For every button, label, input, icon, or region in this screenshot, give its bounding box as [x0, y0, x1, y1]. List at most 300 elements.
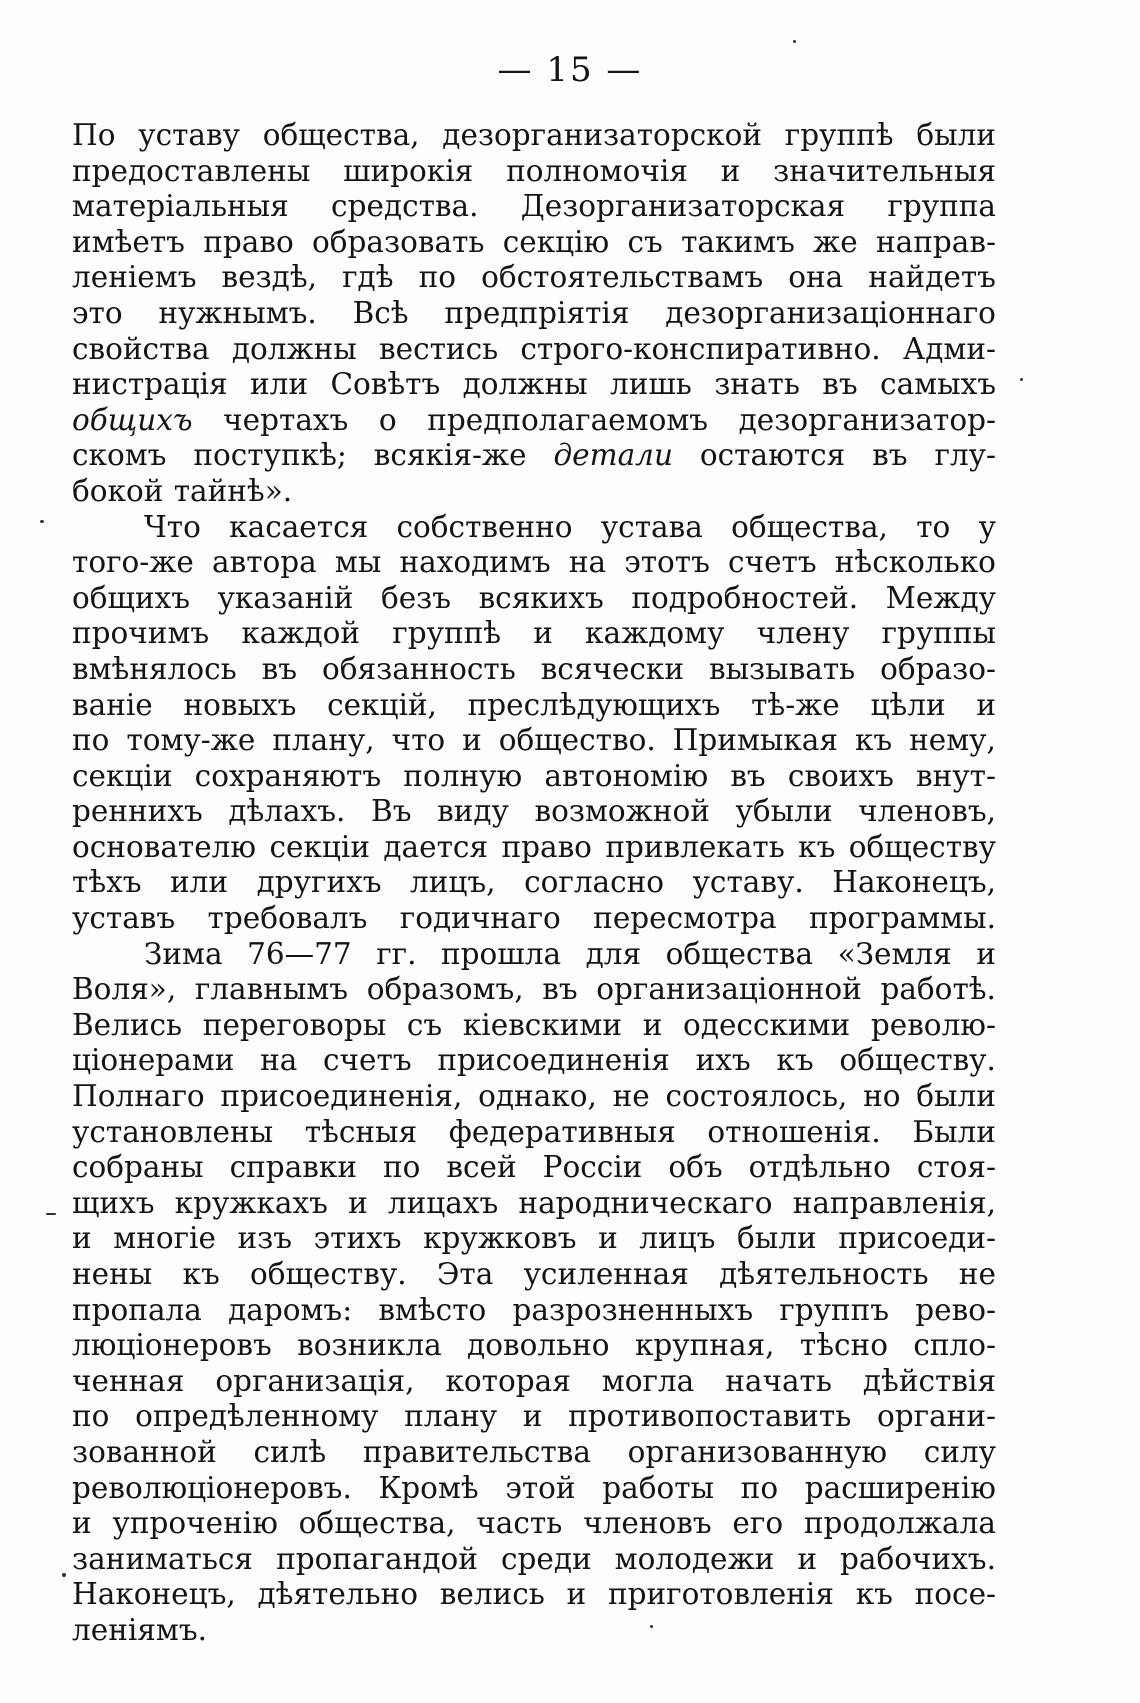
- word: зованной: [72, 1434, 217, 1469]
- word: револю-: [870, 1007, 996, 1042]
- word: Эта: [436, 1257, 494, 1291]
- word: однако,: [478, 1079, 597, 1114]
- word: многіе: [113, 1221, 216, 1256]
- word: кружкахъ: [174, 1185, 328, 1220]
- word: объ: [668, 1150, 723, 1185]
- text-line: [72, 865, 996, 901]
- word: переговоры: [202, 1007, 387, 1042]
- italic-word: [553, 438, 673, 474]
- word: тѣ-же: [751, 687, 840, 722]
- text-line: [72, 688, 996, 724]
- word: основателю: [72, 829, 257, 864]
- word: вмѣнялось: [72, 651, 237, 686]
- word: органи-: [876, 1399, 996, 1434]
- word: возможной: [534, 794, 710, 829]
- word: секцію: [502, 224, 610, 259]
- word: силѣ: [253, 1434, 327, 1469]
- text-line: [72, 332, 996, 368]
- word: Были: [912, 1114, 996, 1149]
- text-line: [72, 1257, 996, 1293]
- word: и: [72, 1221, 92, 1256]
- italic-text: общихъ: [72, 402, 193, 437]
- word: не: [958, 1257, 996, 1291]
- word: справки: [229, 1150, 357, 1185]
- word: этой: [505, 1470, 576, 1505]
- word: она: [788, 260, 844, 295]
- text-line: [72, 1328, 996, 1364]
- word: всей: [446, 1150, 517, 1185]
- word: установлены: [72, 1114, 274, 1149]
- text-line: [72, 1043, 996, 1079]
- word: внут-: [916, 758, 996, 793]
- word: и: [566, 1577, 587, 1612]
- italic-word: [72, 403, 193, 439]
- word: правительства: [362, 1434, 591, 1469]
- word: ваніе: [72, 687, 153, 722]
- word: у: [978, 509, 996, 544]
- word: найдетъ: [868, 260, 996, 295]
- word: гг.: [376, 936, 417, 971]
- word: плану: [404, 1399, 498, 1434]
- word: 76—77: [247, 936, 352, 971]
- word: согласно: [524, 865, 665, 900]
- word: Велись: [72, 1007, 183, 1042]
- word: по: [418, 260, 457, 295]
- word: велись: [439, 1577, 545, 1612]
- word: предоставлены: [72, 153, 311, 188]
- word: лицъ,: [410, 865, 496, 900]
- text-line: [72, 118, 996, 154]
- word: и: [976, 687, 996, 722]
- text-line: [72, 189, 996, 225]
- word: работы: [602, 1470, 715, 1505]
- text-line: [72, 474, 996, 510]
- word: приготовленія: [607, 1577, 834, 1612]
- word: годичнаго: [399, 901, 561, 936]
- margin-speck: [793, 40, 796, 43]
- word: дѣятельность: [719, 1257, 929, 1291]
- word: Наконецъ,: [72, 1577, 236, 1612]
- text-line: [72, 367, 996, 403]
- word: подробностей.: [631, 580, 859, 615]
- word: и: [72, 1506, 92, 1541]
- text-line: [72, 1186, 996, 1222]
- word: въ: [822, 367, 858, 402]
- word: къ: [798, 829, 836, 864]
- word: предпріятія: [444, 295, 630, 330]
- text-line: [72, 1293, 996, 1329]
- word: чертахъ: [223, 402, 349, 437]
- word: убыли: [735, 794, 833, 829]
- word: собственно: [396, 509, 573, 544]
- word: революціонеровъ.: [72, 1470, 352, 1505]
- word: дѣлахъ.: [228, 794, 346, 829]
- word: тѣсныя: [304, 1114, 418, 1149]
- word: пересмотра: [593, 901, 777, 936]
- word: въ: [730, 758, 766, 793]
- word: съ: [627, 224, 663, 259]
- word: состоялось,: [665, 1079, 848, 1114]
- word: общества,: [262, 118, 420, 152]
- word: группѣ: [784, 118, 894, 152]
- word: то: [916, 509, 951, 544]
- text-line: [72, 1542, 996, 1578]
- word: вмѣсто: [378, 1292, 487, 1327]
- word: стоя-: [916, 1150, 996, 1185]
- body-text: [72, 118, 996, 1649]
- text-line: [72, 972, 996, 1008]
- word: дезорганизаціоннаго: [665, 295, 996, 330]
- word: ціонерами: [72, 1043, 235, 1078]
- word: для: [585, 936, 642, 971]
- word: силу: [923, 1434, 996, 1469]
- word: и: [522, 1399, 543, 1434]
- text-line: [72, 1577, 996, 1613]
- word: обществу.: [839, 1043, 996, 1078]
- word: цѣли: [870, 687, 946, 722]
- word: члену: [756, 616, 850, 651]
- word: общихъ: [72, 580, 191, 615]
- text-line: [72, 403, 996, 439]
- word: и: [462, 723, 482, 758]
- word: средства.: [331, 189, 479, 224]
- word: къ: [855, 1577, 893, 1612]
- word: или: [250, 367, 309, 402]
- word: это: [72, 295, 123, 330]
- word: полную: [403, 758, 523, 793]
- word: дезорганизатор-: [738, 402, 996, 437]
- italic-text: детали: [553, 438, 673, 473]
- text-line: [72, 1008, 996, 1044]
- word: нистрація: [72, 367, 228, 402]
- word: требовалъ: [207, 901, 368, 936]
- word: Совѣтъ: [330, 367, 441, 402]
- word: отношенія.: [707, 1114, 881, 1149]
- word: нему,: [909, 723, 996, 758]
- word: предполагаемомъ: [427, 402, 709, 437]
- word: автора: [212, 545, 317, 580]
- word: организованную: [627, 1434, 888, 1469]
- word: Россіи: [542, 1150, 643, 1185]
- word: сохраняютъ: [194, 758, 382, 793]
- word: тайнѣ».: [173, 473, 293, 508]
- word: плану,: [272, 723, 375, 758]
- word: пропагандой: [276, 1541, 478, 1576]
- word: бокой: [72, 473, 164, 508]
- word: и: [642, 1007, 663, 1042]
- word: касается: [229, 509, 369, 544]
- word: дѣйствія: [862, 1363, 996, 1398]
- text-line: [72, 510, 996, 546]
- margin-speck: [40, 520, 44, 523]
- word: вызывать: [708, 651, 856, 686]
- word: ихъ: [695, 1043, 751, 1078]
- word: къ: [182, 1257, 220, 1291]
- word: довольно: [467, 1328, 610, 1363]
- word: право: [501, 829, 592, 864]
- text-line: [72, 581, 996, 617]
- word: рабочихъ.: [840, 1541, 996, 1576]
- text-line: [72, 1115, 996, 1151]
- text-line: [72, 652, 996, 688]
- word: прочимъ: [72, 616, 210, 651]
- text-line: [72, 1364, 996, 1400]
- word: Полнаго: [72, 1079, 205, 1114]
- word: секціи: [269, 829, 370, 864]
- word: народническаго: [518, 1185, 773, 1220]
- word: обязанность: [321, 651, 516, 686]
- word: на: [260, 1043, 298, 1078]
- word: счетъ: [323, 1043, 412, 1078]
- word: указаній: [217, 580, 354, 615]
- word: которая: [445, 1363, 571, 1398]
- word: полномочія: [506, 153, 688, 188]
- word: лишь: [609, 367, 692, 402]
- word: реннихъ: [72, 794, 203, 829]
- word: членовъ,: [858, 794, 996, 829]
- word: и: [976, 936, 996, 971]
- text-line: [72, 759, 996, 795]
- word: глу-: [934, 438, 996, 473]
- word: по: [72, 723, 110, 758]
- text-line: [72, 723, 996, 759]
- word: секціи: [72, 758, 173, 793]
- margin-speck: [650, 1625, 653, 1628]
- word: должны: [462, 367, 588, 402]
- word: широкія: [343, 153, 474, 188]
- word: самыхъ: [880, 367, 996, 402]
- text-line: [72, 1471, 996, 1507]
- word: были: [916, 1079, 996, 1114]
- word: общества,: [731, 509, 888, 544]
- word: къ: [854, 723, 893, 758]
- word: «Земля: [837, 936, 952, 971]
- word: нены: [72, 1257, 153, 1291]
- word: въ: [872, 438, 908, 473]
- word: секцій,: [327, 687, 437, 722]
- text-line: [72, 901, 996, 937]
- word: значительныя: [773, 153, 996, 188]
- word: всякія-же: [373, 438, 527, 473]
- word: тому-же: [126, 723, 256, 758]
- word: щихъ: [72, 1185, 155, 1220]
- word: и: [533, 616, 553, 651]
- word: новыхъ: [183, 687, 297, 722]
- word: присоединенія: [437, 1043, 670, 1078]
- word: люціонеровъ: [72, 1328, 272, 1363]
- word: образомъ,: [366, 972, 524, 1007]
- word: Адми-: [902, 331, 996, 366]
- word: одесскими: [683, 1007, 851, 1042]
- word: уставу.: [692, 865, 804, 900]
- text-line: [72, 1506, 996, 1542]
- word: же: [813, 224, 858, 259]
- word: молодежи: [614, 1541, 775, 1576]
- text-line: [72, 545, 996, 581]
- text-line: [72, 794, 996, 830]
- word: по: [740, 1470, 779, 1505]
- word: право: [203, 224, 294, 259]
- text-line: [72, 616, 996, 652]
- word: имѣетъ: [72, 224, 185, 259]
- word: вездѣ,: [221, 260, 318, 295]
- word: обществу.: [249, 1257, 407, 1291]
- word: дѣятельно: [257, 1577, 419, 1612]
- word: свойства: [72, 331, 210, 366]
- word: о: [378, 402, 397, 437]
- word: преслѣдующихъ: [467, 687, 721, 722]
- word: каждому: [585, 616, 725, 651]
- word: леніемъ: [72, 260, 197, 295]
- word: расширенію: [804, 1470, 996, 1505]
- word: уставу: [138, 118, 240, 152]
- word: были: [916, 118, 996, 152]
- word: не: [612, 1079, 650, 1114]
- word: остаются: [699, 438, 846, 473]
- word: обществу: [848, 829, 996, 864]
- word: программы.: [809, 901, 996, 936]
- word: тѣхъ: [72, 865, 142, 900]
- word: По: [72, 118, 116, 152]
- margin-speck: [46, 1213, 56, 1215]
- word: того-же: [72, 545, 194, 580]
- word: кружковъ: [423, 1221, 577, 1256]
- word: были: [737, 1221, 817, 1256]
- word: Зима: [144, 936, 223, 971]
- word: организаціонной: [596, 972, 862, 1007]
- word: автономію: [544, 758, 709, 793]
- word: Всѣ: [352, 295, 409, 330]
- word: съ: [406, 1007, 443, 1042]
- word: часть: [476, 1506, 563, 1541]
- word: Между: [885, 580, 996, 615]
- word: изъ: [237, 1221, 293, 1256]
- word: разрозненныхъ: [512, 1292, 754, 1327]
- word: другихъ: [256, 865, 382, 900]
- text-line: [72, 830, 996, 866]
- word: Воля»,: [72, 972, 177, 1007]
- word: и: [348, 1185, 368, 1220]
- text-line: [72, 1435, 996, 1471]
- word: гдѣ: [342, 260, 394, 295]
- word: присоеди-: [838, 1221, 996, 1256]
- word: даромъ:: [228, 1292, 353, 1327]
- word: въ: [542, 972, 578, 1007]
- word: группъ: [779, 1292, 890, 1327]
- word: счетъ: [728, 545, 817, 580]
- word: главнымъ: [194, 972, 349, 1007]
- word: и: [720, 153, 741, 188]
- word: группы: [881, 616, 996, 651]
- word: тѣсно: [799, 1328, 888, 1363]
- word: продолжала: [803, 1506, 996, 1541]
- text-line: [72, 1150, 996, 1186]
- word: всякихъ: [478, 580, 604, 615]
- word: дезорганизаторской: [442, 118, 763, 152]
- word: мы: [334, 545, 382, 580]
- text-line: [72, 1221, 996, 1257]
- word: къ: [776, 1043, 814, 1078]
- word: упроченію: [112, 1506, 278, 1541]
- word: прошла: [441, 936, 562, 971]
- word: образовать: [312, 224, 485, 259]
- word: по: [382, 1150, 421, 1185]
- text-line: [72, 1079, 996, 1115]
- word: матеріальныя: [72, 189, 289, 224]
- text-line: [72, 1399, 996, 1435]
- word: по: [72, 1399, 110, 1434]
- word: всячески: [540, 651, 685, 686]
- word: членовъ: [583, 1506, 712, 1541]
- word: крупная,: [634, 1328, 775, 1363]
- word: общества: [665, 936, 814, 971]
- word: Что: [144, 509, 201, 544]
- word: своихъ: [787, 758, 894, 793]
- word: лицахъ: [387, 1185, 499, 1220]
- margin-speck: [62, 1573, 66, 1577]
- word: федеративныя: [448, 1114, 676, 1149]
- word: обстоятельствамъ: [481, 260, 764, 295]
- word: поступкѣ;: [193, 438, 347, 473]
- word: этихъ: [313, 1221, 402, 1256]
- text-line: [72, 260, 996, 296]
- word: общество.: [498, 723, 656, 758]
- word: направленія,: [792, 1185, 996, 1220]
- word: Наконецъ,: [832, 865, 996, 900]
- word: виду: [437, 794, 509, 829]
- page-number: — 15 —: [497, 50, 643, 90]
- word: присоединенія,: [220, 1079, 463, 1114]
- margin-speck: [1020, 378, 1023, 381]
- word: заниматься: [72, 1541, 254, 1576]
- text-line: [72, 1613, 996, 1649]
- word: противопоставить: [568, 1399, 852, 1434]
- word: работѣ.: [880, 972, 996, 1007]
- word: усиленная: [523, 1257, 689, 1291]
- word: этотъ: [624, 545, 710, 580]
- word: могла: [601, 1363, 695, 1398]
- text-line: [72, 225, 996, 261]
- word: организація,: [215, 1363, 415, 1398]
- word: дается: [383, 829, 489, 864]
- word: начать: [725, 1363, 832, 1398]
- word: среди: [500, 1541, 592, 1576]
- word: въ: [261, 651, 298, 686]
- word: находимъ: [399, 545, 551, 580]
- word: спло-: [913, 1328, 996, 1363]
- word: такимъ: [681, 224, 795, 259]
- word: ченная: [72, 1363, 185, 1398]
- word: рево-: [915, 1292, 996, 1327]
- word: строго-конспиративно.: [520, 331, 881, 366]
- word: привлекать: [605, 829, 785, 864]
- text-line: [72, 296, 996, 332]
- word: группа: [887, 189, 996, 224]
- word: и: [598, 1221, 618, 1256]
- word: знать: [714, 367, 800, 402]
- word: его: [732, 1506, 784, 1541]
- word: и: [797, 1541, 817, 1576]
- word: группѣ: [392, 616, 502, 651]
- word: устава: [600, 509, 703, 544]
- word: нѣсколько: [834, 545, 996, 580]
- word: безъ: [380, 580, 452, 615]
- word: Кромѣ: [378, 1470, 479, 1505]
- word: собраны: [72, 1150, 204, 1185]
- word: но: [863, 1079, 901, 1114]
- word: должны: [231, 331, 357, 366]
- word: или: [170, 865, 229, 900]
